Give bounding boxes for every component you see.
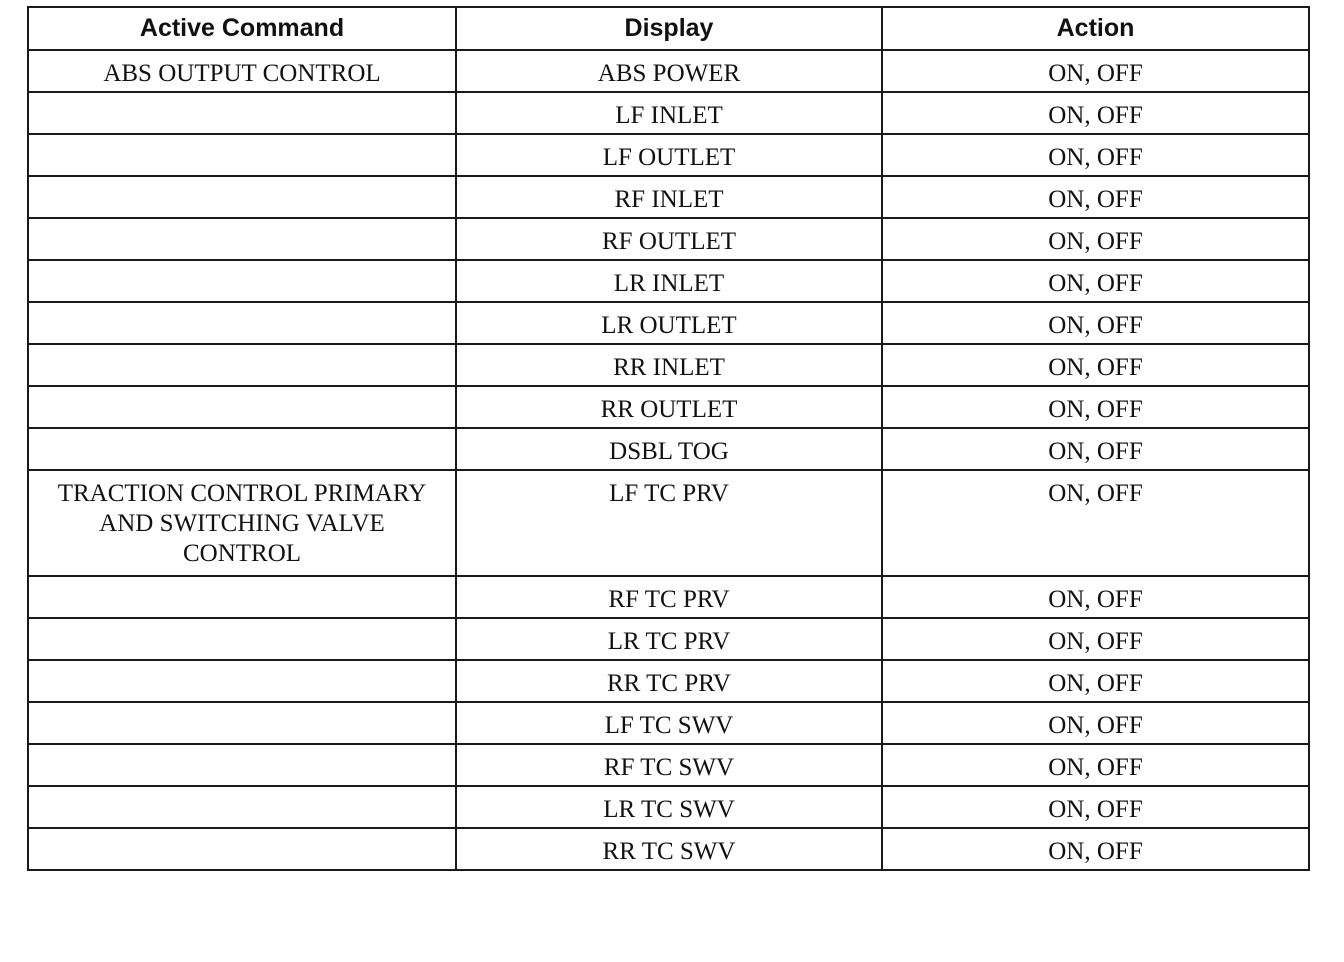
display-cell: LR INLET xyxy=(456,260,882,302)
action-cell: ON, OFF xyxy=(882,470,1309,576)
display-cell: RR TC SWV xyxy=(456,828,882,870)
display-cell: RF OUTLET xyxy=(456,218,882,260)
table-row xyxy=(28,618,1309,660)
command-cell xyxy=(28,660,456,702)
display-cell: RF INLET xyxy=(456,176,882,218)
action-cell: ON, OFF xyxy=(882,660,1309,702)
table-row xyxy=(28,344,1309,386)
table-row xyxy=(28,386,1309,428)
command-cell xyxy=(28,744,456,786)
display-cell: RR INLET xyxy=(456,344,882,386)
action-cell: ON, OFF xyxy=(882,828,1309,870)
table-row xyxy=(28,470,1309,576)
command-cell xyxy=(28,176,456,218)
command-cell xyxy=(28,302,456,344)
command-cell xyxy=(28,828,456,870)
display-cell: RF TC SWV xyxy=(456,744,882,786)
action-cell: ON, OFF xyxy=(882,176,1309,218)
table-row xyxy=(28,302,1309,344)
table-row xyxy=(28,744,1309,786)
action-cell: ON, OFF xyxy=(882,134,1309,176)
display-cell: LF INLET xyxy=(456,92,882,134)
command-cell xyxy=(28,92,456,134)
action-cell: ON, OFF xyxy=(882,618,1309,660)
table-row xyxy=(28,92,1309,134)
display-cell: LR TC PRV xyxy=(456,618,882,660)
action-cell: ON, OFF xyxy=(882,92,1309,134)
table-row xyxy=(28,702,1309,744)
command-cell xyxy=(28,218,456,260)
command-cell: ABS OUTPUT CONTROL xyxy=(28,50,456,92)
table-row xyxy=(28,660,1309,702)
command-cell xyxy=(28,428,456,470)
command-cell xyxy=(28,702,456,744)
display-cell: DSBL TOG xyxy=(456,428,882,470)
action-cell: ON, OFF xyxy=(882,50,1309,92)
action-cell: ON, OFF xyxy=(882,428,1309,470)
action-cell: ON, OFF xyxy=(882,302,1309,344)
action-cell: ON, OFF xyxy=(882,260,1309,302)
command-table xyxy=(27,6,1310,871)
command-cell xyxy=(28,618,456,660)
display-cell: LR OUTLET xyxy=(456,302,882,344)
table-row xyxy=(28,828,1309,870)
table-row xyxy=(28,786,1309,828)
action-cell: ON, OFF xyxy=(882,786,1309,828)
table-row xyxy=(28,260,1309,302)
action-cell: ON, OFF xyxy=(882,218,1309,260)
action-cell: ON, OFF xyxy=(882,344,1309,386)
action-cell: ON, OFF xyxy=(882,744,1309,786)
display-cell: LR TC SWV xyxy=(456,786,882,828)
action-cell: ON, OFF xyxy=(882,576,1309,618)
table-row xyxy=(28,576,1309,618)
header-active-command: Active Command xyxy=(28,7,456,50)
header-action: Action xyxy=(882,7,1309,50)
display-cell: LF TC SWV xyxy=(456,702,882,744)
table-row xyxy=(28,218,1309,260)
header-display: Display xyxy=(456,7,882,50)
display-cell: RF TC PRV xyxy=(456,576,882,618)
table-row xyxy=(28,428,1309,470)
display-cell: LF TC PRV xyxy=(456,470,882,576)
command-cell xyxy=(28,344,456,386)
command-cell xyxy=(28,576,456,618)
table-row xyxy=(28,50,1309,92)
action-cell: ON, OFF xyxy=(882,702,1309,744)
table-row xyxy=(28,134,1309,176)
header-row xyxy=(28,7,1309,50)
command-cell xyxy=(28,386,456,428)
display-cell: RR TC PRV xyxy=(456,660,882,702)
display-cell: LF OUTLET xyxy=(456,134,882,176)
command-cell xyxy=(28,134,456,176)
command-cell xyxy=(28,786,456,828)
action-cell: ON, OFF xyxy=(882,386,1309,428)
table-row xyxy=(28,176,1309,218)
command-cell: TRACTION CONTROL PRIMARY AND SWITCHING VALVE CONTROL xyxy=(28,470,456,576)
display-cell: ABS POWER xyxy=(456,50,882,92)
command-cell xyxy=(28,260,456,302)
display-cell: RR OUTLET xyxy=(456,386,882,428)
